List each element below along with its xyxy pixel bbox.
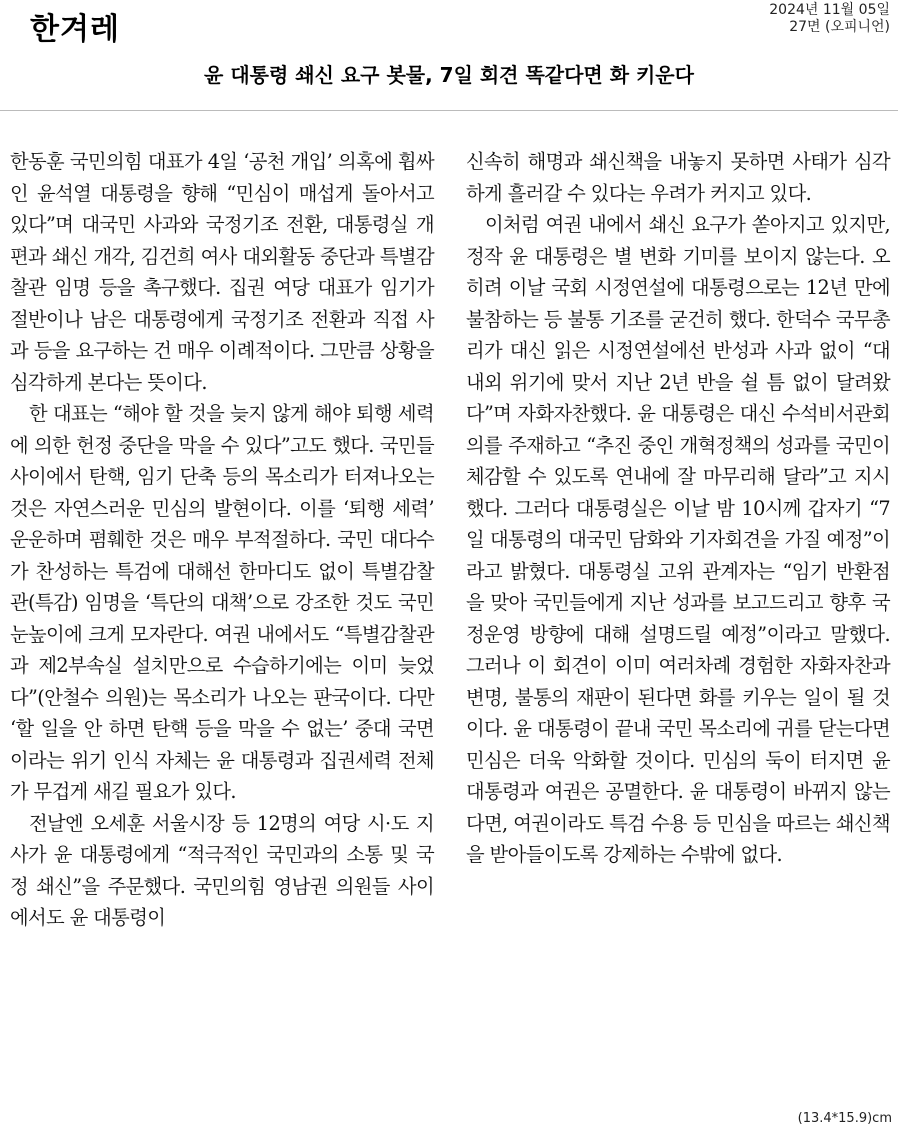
paragraph: 한동훈 국민의힘 대표가 4일 ‘공천 개입’ 의혹에 휩싸인 윤석열 대통령을 향해 “민심이 매섭게 돌아서고 있다”며 대국민 사과와 국정기조 전환, 대통령실 개편과 쇄신 개각, 김건희 여사 대외활동 중단과 특별감찰관 임명 등을 촉구했다. 집권 여당 대표가 임기가 절반이나 남은 대통령에게 국정기조 전환과 직접 사과 등을 요구하는 건 매우 이례적이다. 그만큼 상황을 심각하게 본다는 뜻이다. (10, 150, 434, 394)
left-column (10, 146, 434, 934)
page-section: 27면 (오피니언) (789, 19, 890, 35)
right-column (466, 146, 890, 871)
paragraph: 신속히 해명과 쇄신책을 내놓지 못하면 사태가 심각하게 흘러갈 수 있다는 우려가 커지고 있다. (466, 150, 890, 205)
dateline (769, 2, 890, 36)
publication-date: 2024년 11월 05일 (769, 2, 890, 18)
article-headline: 윤 대통령 쇄신 요구 봇물, 7일 회견 똑같다면 화 키운다 (204, 63, 694, 87)
headline-divider (0, 110, 898, 111)
newspaper-logo: 한겨레 (30, 12, 120, 47)
paragraph: 전날엔 오세훈 서울시장 등 12명의 여당 시·도 지사가 윤 대통령에게 “적극적인 국민과의 소통 및 국정 쇄신”을 주문했다. 국민의힘 영남권 의원들 사이에서도 윤 대통령이 (10, 811, 434, 929)
paragraph: 한 대표는 “해야 할 것을 늦지 않게 해야 퇴행 세력에 의한 헌정 중단을 막을 수 있다”고도 했다. 국민들 사이에서 탄핵, 임기 단축 등의 목소리가 터져나오는 것은 자연스러운 민심의 발현이다. 이를 ‘퇴행 세력’ 운운하며 폄훼한 것은 매우 부적절하다. 국민 대다수가 찬성하는 특검에 대해선 한마디도 없이 특별감찰관(특감) 임명을 ‘특단의 대책’으로 강조한 것도 국민 눈높이에 크게 모자란다. 여권 내에서도 “특별감찰관과 제2부속실 설치만으로 수습하기에는 이미 늦었다”(안철수 의원)는 목소리가 나오는 판국이다. 다만 ‘할 일을 안 하면 탄핵 등을 막을 수 없는’ 중대 국면이라는 위기 인식 자체는 윤 대통령과 집권세력 전체가 무겁게 새길 필요가 있다. (10, 402, 434, 803)
paragraph: 이처럼 여권 내에서 쇄신 요구가 쏟아지고 있지만, 정작 윤 대통령은 별 변화 기미를 보이지 않는다. 오히려 이날 국회 시정연설에 대통령으로는 12년 만에 불참하는 등 불통 기조를 굳건히 했다. 한덕수 국무총리가 대신 읽은 시정연설에선 반성과 사과 없이 “대내외 위기에 맞서 지난 2년 반을 쉴 틈 없이 달려왔다”며 자화자찬했다. 윤 대통령은 대신 수석비서관회의를 주재하고 “추진 중인 개혁정책의 성과를 국민이 체감할 수 있도록 연내에 잘 마무리해 달라”고 지시했다. 그러다 대통령실은 이날 밤 10시께 갑자기 “7일 대통령의 대국민 담화와 기자회견을 가질 예정”이라고 밝혔다. 대통령실 고위 관계자는 “임기 반환점을 맞아 국민들에게 지난 성과를 보고드리고 향후 국정운영 방향에 대해 설명드릴 예정”이라고 말했다. 그러나 이 회견이 이미 여러차례 경험한 자화자찬과 변명, 불통의 재판이 된다면 화를 키우는 일이 될 것이다. 윤 대통령이 끝내 국민 목소리에 귀를 닫는다면 민심은 더욱 악화할 것이다. 민심의 둑이 터지면 윤 대통령과 여권은 공멸한다. 윤 대통령이 바뀌지 않는다면, 여권이라도 특검 수용 등 민심을 따르는 쇄신책을 받아들이도록 강제하는 수밖에 없다. (466, 213, 890, 866)
clipping-dimensions: (13.4*15.9)cm (797, 1111, 892, 1126)
